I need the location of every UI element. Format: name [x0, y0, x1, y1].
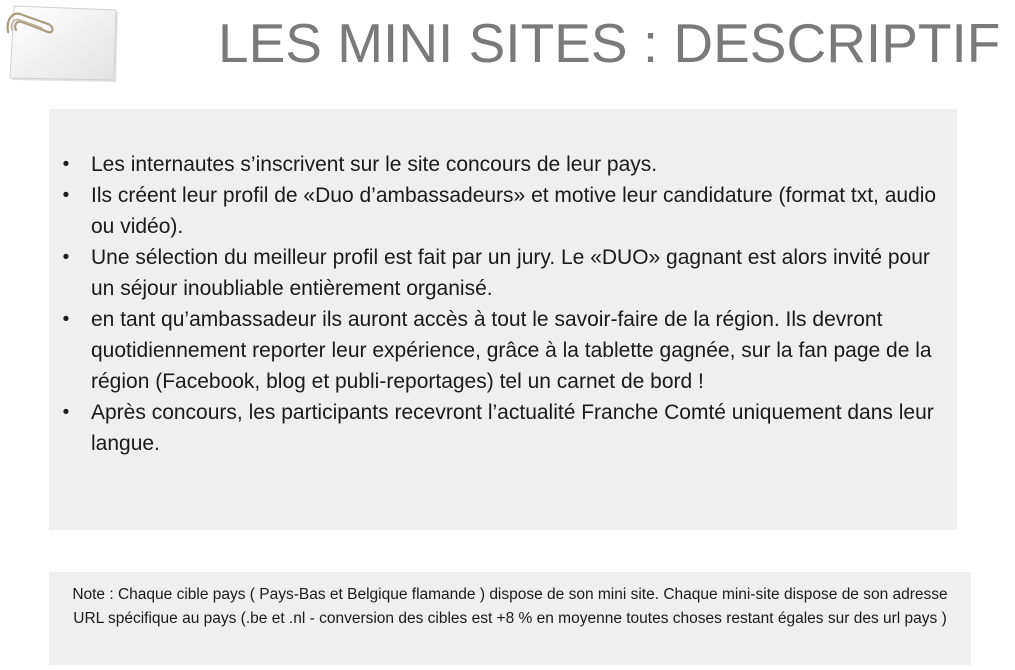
- page-title: LES MINI SITES : DESCRIPTIF: [218, 12, 1001, 74]
- bullet-text: Une sélection du meilleur profil est fait par un jury. Le «DUO» gagnant est alors invité pour un séjour inoubliable entièrement organisé.: [91, 246, 930, 300]
- description-panel: [49, 109, 957, 530]
- list-item: [59, 180, 939, 242]
- list-item: [59, 397, 939, 459]
- bullet-icon: •: [62, 402, 70, 423]
- list-item: [59, 304, 939, 397]
- note-text: Note : Chaque cible pays ( Pays-Bas et Belgique flamande ) dispose de son mini site. Chaque mini-site dispose de son adresse URL spécifique au pays (.be et .nl - conversion des cibles est +8 % en moyenne toutes choses restant égales sur des url pays ): [72, 586, 948, 627]
- bullet-text: en tant qu’ambassadeur ils auront accès à tout le savoir-faire de la région. Ils devront quotidiennement reporter leur expérience, grâce à la tablette gagnée, sur la fan page de la région (Facebook, blog et publi-reportages) tel un carnet de bord !: [91, 308, 932, 393]
- bullet-icon: •: [62, 154, 70, 175]
- paperclip-note-icon: [4, 2, 122, 86]
- bullet-text: Les internautes s’inscrivent sur le site concours de leur pays.: [91, 153, 658, 176]
- bullet-icon: •: [62, 185, 70, 206]
- bullet-list: [59, 149, 939, 459]
- bullet-text: Après concours, les participants recevront l’actualité Franche Comté uniquement dans leur langue.: [91, 401, 934, 455]
- note-panel: [49, 572, 971, 665]
- bullet-text: Ils créent leur profil de «Duo d’ambassadeurs» et motive leur candidature (format txt, audio ou vidéo).: [91, 184, 937, 238]
- bullet-icon: •: [62, 309, 70, 330]
- list-item: [59, 149, 939, 180]
- bullet-icon: •: [62, 247, 70, 268]
- list-item: [59, 242, 939, 304]
